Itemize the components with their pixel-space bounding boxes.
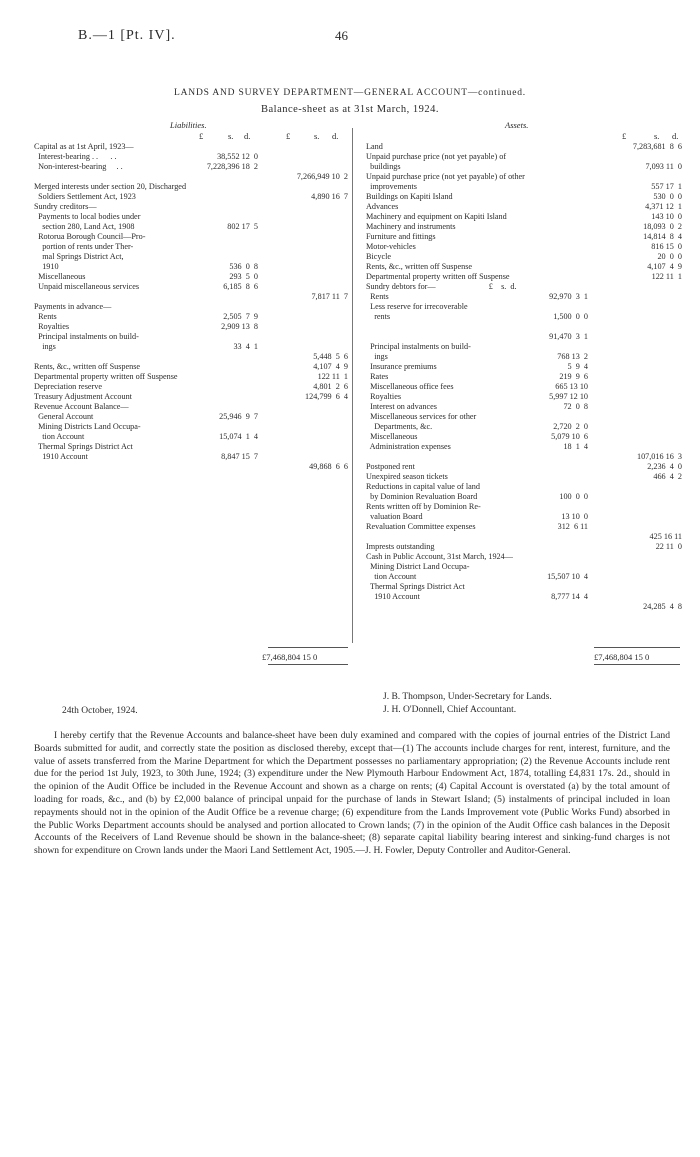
table-row xyxy=(366,382,682,392)
table-row xyxy=(34,222,350,232)
row-amount-inner: 8,777 14 4 xyxy=(551,592,588,601)
row-amount-inner: 2,909 13 8 xyxy=(221,322,258,331)
row-amount-outer: 107,016 16 3 xyxy=(636,452,682,461)
table-row xyxy=(366,352,682,362)
row-amount-outer: 4,107 4 9 xyxy=(313,362,348,371)
row-amount-inner: 15,074 1 4 xyxy=(219,432,258,441)
row-label: Sundry debtors for— £ s. d. xyxy=(366,282,517,291)
row-label: portion of rents under Ther- xyxy=(34,242,134,251)
row-amount-inner: 312 6 11 xyxy=(557,522,588,531)
liabilities-table xyxy=(34,142,350,472)
row-label: Sundry creditors— xyxy=(34,202,97,211)
row-amount-outer: 466 4 2 xyxy=(653,472,682,481)
table-row xyxy=(366,262,682,272)
row-amount-outer: 22 11 0 xyxy=(655,542,682,551)
table-row xyxy=(366,552,682,562)
row-label: 1910 Account xyxy=(366,592,420,601)
currency-pence: d. xyxy=(672,131,679,141)
row-label: by Dominion Revaluation Board xyxy=(366,492,478,501)
row-label: Rents, &c., written off Suspense xyxy=(34,362,141,371)
currency-pound: £ xyxy=(286,131,291,141)
row-amount-inner: 5,997 12 10 xyxy=(549,392,588,401)
row-label: Unexpired season tickets xyxy=(366,472,448,481)
row-label: Miscellaneous office fees xyxy=(366,382,454,391)
row-label: Payments to local bodies under xyxy=(34,212,141,221)
row-label: Imprests outstanding xyxy=(366,542,435,551)
signature-date: 24th October, 1924. xyxy=(62,706,138,716)
row-label: improvements xyxy=(366,182,417,191)
row-amount-outer: 4,801 2 6 xyxy=(313,382,348,391)
table-row xyxy=(366,542,682,552)
row-label: Rents xyxy=(34,312,57,321)
row-label: Buildings on Kapiti Island xyxy=(366,192,453,201)
row-label: Advances xyxy=(366,202,399,211)
row-amount-inner: 92,970 3 1 xyxy=(549,292,588,301)
table-row xyxy=(366,442,682,452)
row-label: Revenue Account Balance— xyxy=(34,402,129,411)
row-amount-inner: 5,079 10 6 xyxy=(551,432,588,441)
currency-pound: £ xyxy=(622,131,627,141)
row-label: Insurance premiums xyxy=(366,362,437,371)
row-label: Miscellaneous services for other xyxy=(366,412,477,421)
row-amount-outer: 7,817 11 7 xyxy=(311,292,348,301)
table-row xyxy=(34,252,350,262)
row-amount-outer: 14,814 8 4 xyxy=(643,232,682,241)
row-label: tion Account xyxy=(366,572,417,581)
row-amount-inner: 25,946 9 7 xyxy=(219,412,258,421)
table-row xyxy=(34,392,350,402)
row-label: Treasury Adjustment Account xyxy=(34,392,132,401)
row-amount-inner: 219 9 6 xyxy=(559,372,588,381)
row-label: Unpaid purchase price (not yet payable) of other xyxy=(366,172,525,181)
table-row xyxy=(34,282,350,292)
row-amount-inner: 665 13 10 xyxy=(555,382,588,391)
row-amount-inner: 8,847 15 7 xyxy=(221,452,258,461)
table-row xyxy=(34,192,350,202)
row-label: Cash in Public Account, 31st March, 1924— xyxy=(366,552,513,561)
table-row xyxy=(366,492,682,502)
table-row xyxy=(366,372,682,382)
row-label: Capital as at 1st April, 1923— xyxy=(34,142,134,151)
row-amount-outer: 425 16 11 xyxy=(649,532,682,541)
row-label: 1910 xyxy=(34,262,59,271)
table-row xyxy=(366,562,682,572)
table-row xyxy=(366,282,682,292)
table-row xyxy=(34,262,350,272)
table-row xyxy=(34,432,350,442)
table-row xyxy=(34,292,350,302)
row-label: Miscellaneous xyxy=(366,432,418,441)
row-amount-outer: 49,868 6 6 xyxy=(309,462,348,471)
table-row xyxy=(34,142,350,152)
row-label: Mining District Land Occupa- xyxy=(366,562,470,571)
row-amount-inner: 18 1 4 xyxy=(563,442,588,451)
row-label: buildings xyxy=(366,162,401,171)
liabilities-total: £7,468,804 15 0 xyxy=(262,652,318,662)
table-row xyxy=(366,162,682,172)
row-amount-outer: 4,107 4 9 xyxy=(647,262,682,271)
table-row xyxy=(34,362,350,372)
table-row xyxy=(34,412,350,422)
table-row xyxy=(34,352,350,362)
table-row xyxy=(34,452,350,462)
table-row xyxy=(34,382,350,392)
table-row xyxy=(34,462,350,472)
row-amount-outer: 20 0 0 xyxy=(657,252,682,261)
row-label: section 280, Land Act, 1908 xyxy=(34,222,135,231)
row-label: Merged interests under section 20, Discharged xyxy=(34,182,187,191)
table-row xyxy=(34,322,350,332)
row-amount-inner: 38,552 12 0 xyxy=(217,152,258,161)
row-amount-outer: 122 11 1 xyxy=(651,272,682,281)
row-label: Land xyxy=(366,142,383,151)
row-label: Royalties xyxy=(366,392,402,401)
table-row xyxy=(366,222,682,232)
row-amount-inner: 2,720 2 0 xyxy=(553,422,588,431)
row-label: ings xyxy=(366,352,388,361)
table-row xyxy=(366,312,682,322)
row-label: Rents, &c., written off Suspense xyxy=(366,262,473,271)
row-amount-inner: 293 5 0 xyxy=(229,272,258,281)
row-label: Mining Districts Land Occupa- xyxy=(34,422,141,431)
row-amount-outer: 122 11 1 xyxy=(317,372,348,381)
assets-total: £7,468,804 15 0 xyxy=(594,652,650,662)
row-amount-inner: 13 10 0 xyxy=(561,512,588,521)
table-row xyxy=(366,482,682,492)
row-amount-inner: 7,228,396 18 2 xyxy=(206,162,258,171)
row-amount-inner: 5 9 4 xyxy=(567,362,588,371)
table-row xyxy=(366,342,682,352)
row-label: Thermal Springs District Act xyxy=(366,582,465,591)
row-label: Furniture and fittings xyxy=(366,232,436,241)
assets-table xyxy=(366,142,682,612)
row-label: Unpaid miscellaneous services xyxy=(34,282,140,291)
row-label: Less reserve for irrecoverable xyxy=(366,302,468,311)
row-label: Thermal Springs District Act xyxy=(34,442,133,451)
row-amount-outer: 2,236 4 0 xyxy=(647,462,682,471)
table-row xyxy=(34,302,350,312)
table-row xyxy=(34,312,350,322)
row-label: Soldiers Settlement Act, 1923 xyxy=(34,192,136,201)
row-amount-inner: 1,500 0 0 xyxy=(553,312,588,321)
liabilities-heading: Liabilities. xyxy=(170,120,207,130)
table-row xyxy=(366,602,682,612)
row-label: Machinery and instruments xyxy=(366,222,456,231)
certificate-text: I hereby certify that the Revenue Accounts and balance-sheet have been duly examined and compared with the copies of journal entries of the District Land Boards submitted for audit, and correctly state the position as disclosed thereby, except that—(1) The accounts include charges for rent, interest, furniture, and the value of assets transferred from the Marine Department for which the Department possesses no parliamentary appropriation; (2) the Revenue Accounts include rent due for the period 1st July, 1923, to 30th June, 1924; (3) expenditure under the New Plymouth Harbour Endowment Act, 1874, totalling £4,831 17s. 2d., should in the opinion of the Audit Office be included in the Revenue Account and shown as a charge on rents; (4) Capital Account is overstated (a) by the total amount of loading for roads, &c., and (b) by £2,000 balance of principal unpaid for the purchase of lands in Stewart Island; (5) instalments of principal included in loan repayments should not in the opinion of the Audit Office be a revenue charge; (6) expenditure from the Lands Improvement vote (Public Works Fund) absorbed in the Public Works Department accounts should be analysed and portion allocated to Crown lands; (7) in the opinion of the Audit Office cash balances in the Deposit Accounts of the Receivers of Land Revenue should be shown in the balance-sheet; (8) separate capital liability bearing interest and sinking-fund charges is not shown for expenditure on Crown lands under the Maori Land Settlement Act, 1905.—J. H. Fowler, Deputy Controller and Auditor-General. xyxy=(34,730,670,857)
row-amount-inner: 6,185 8 6 xyxy=(223,282,258,291)
table-row xyxy=(34,402,350,412)
table-row xyxy=(34,232,350,242)
row-amount-inner: 536 0 8 xyxy=(229,262,258,271)
table-row xyxy=(366,462,682,472)
table-row xyxy=(366,192,682,202)
balance-sheet-title: Balance-sheet as at 31st March, 1924. xyxy=(261,104,439,115)
page-number: 46 xyxy=(335,28,348,43)
table-row xyxy=(34,152,350,162)
table-row xyxy=(34,212,350,222)
row-amount-inner: 100 0 0 xyxy=(559,492,588,501)
total-rule xyxy=(268,664,348,665)
table-row xyxy=(366,432,682,442)
currency-shilling: s. xyxy=(654,131,660,141)
table-row xyxy=(366,142,682,152)
table-row xyxy=(366,572,682,582)
row-amount-outer: 7,093 11 0 xyxy=(645,162,682,171)
row-amount-outer: 7,283,681 8 6 xyxy=(632,142,682,151)
row-label: Non-interest-bearing . . xyxy=(34,162,123,171)
row-amount-outer: 7,266,949 10 2 xyxy=(296,172,348,181)
signature-chief-accountant: J. H. O'Donnell, Chief Accountant. xyxy=(383,705,517,715)
table-row xyxy=(366,292,682,302)
table-row xyxy=(366,592,682,602)
row-amount-inner: 91,470 3 1 xyxy=(549,332,588,341)
row-label: valuation Board xyxy=(366,512,423,521)
table-row xyxy=(34,442,350,452)
table-row xyxy=(366,422,682,432)
row-amount-outer: 143 10 0 xyxy=(651,212,682,221)
row-label: rents xyxy=(366,312,391,321)
row-label: 1910 Account xyxy=(34,452,88,461)
row-label: Administration expenses xyxy=(366,442,451,451)
table-row xyxy=(34,332,350,342)
table-row xyxy=(366,152,682,162)
table-row xyxy=(366,172,682,182)
row-amount-inner: 33 4 1 xyxy=(233,342,258,351)
row-amount-outer: 5,448 5 6 xyxy=(313,352,348,361)
table-row xyxy=(366,362,682,372)
table-row xyxy=(366,522,682,532)
table-row xyxy=(34,202,350,212)
row-label: Principal instalments on build- xyxy=(366,342,471,351)
table-row xyxy=(34,272,350,282)
department-title: LANDS AND SURVEY DEPARTMENT—GENERAL ACCOUNT—continued. xyxy=(174,88,526,98)
row-amount-inner: 2,505 7 9 xyxy=(223,312,258,321)
table-row xyxy=(366,212,682,222)
audit-certificate xyxy=(34,730,670,858)
row-amount-outer: 530 0 0 xyxy=(653,192,682,201)
row-label: Rates xyxy=(366,372,389,381)
table-row xyxy=(366,512,682,522)
table-row xyxy=(366,332,682,342)
row-label: Departmental property written off Suspense xyxy=(34,372,178,381)
row-label: Rents written off by Dominion Re- xyxy=(366,502,481,511)
row-amount-outer: 816 15 0 xyxy=(651,242,682,251)
table-row xyxy=(366,502,682,512)
row-amount-outer: 24,285 4 8 xyxy=(643,602,682,611)
row-amount-inner: 15,507 10 4 xyxy=(547,572,588,581)
row-label: Payments in advance— xyxy=(34,302,112,311)
row-label: Unpaid purchase price (not yet payable) of xyxy=(366,152,507,161)
table-row xyxy=(366,472,682,482)
row-label: Rents xyxy=(366,292,389,301)
currency-pence: d. xyxy=(244,131,251,141)
row-amount-inner: 72 0 8 xyxy=(563,402,588,411)
row-amount-outer: 4,890 16 7 xyxy=(311,192,348,201)
table-row xyxy=(366,302,682,312)
column-divider xyxy=(352,128,353,643)
row-amount-outer: 4,371 12 1 xyxy=(645,202,682,211)
row-label: tion Account xyxy=(34,432,85,441)
row-label: ings xyxy=(34,342,56,351)
table-row xyxy=(34,172,350,182)
total-rule xyxy=(594,664,680,665)
table-row xyxy=(366,452,682,462)
row-label: Motor-vehicles xyxy=(366,242,416,251)
table-row xyxy=(366,392,682,402)
table-row xyxy=(34,372,350,382)
row-label: Interest-bearing . . . . xyxy=(34,152,117,161)
row-label: Revaluation Committee expenses xyxy=(366,522,476,531)
table-row xyxy=(366,202,682,212)
row-label: Rotorua Borough Council—Pro- xyxy=(34,232,146,241)
row-label: mal Springs District Act, xyxy=(34,252,124,261)
row-label: Bicycle xyxy=(366,252,392,261)
row-label: Departments, &c. xyxy=(366,422,433,431)
table-row xyxy=(34,422,350,432)
total-rule xyxy=(594,647,680,648)
row-label: Reductions in capital value of land xyxy=(366,482,480,491)
table-row xyxy=(34,242,350,252)
table-row xyxy=(366,412,682,422)
row-label: Depreciation reserve xyxy=(34,382,102,391)
row-amount-outer: 124,799 6 4 xyxy=(305,392,348,401)
table-row xyxy=(366,582,682,592)
currency-shilling: s. xyxy=(314,131,320,141)
row-label: Interest on advances xyxy=(366,402,437,411)
row-label: Machinery and equipment on Kapiti Island xyxy=(366,212,507,221)
total-rule xyxy=(268,647,348,648)
table-row xyxy=(366,252,682,262)
table-row xyxy=(366,182,682,192)
row-amount-outer: 18,093 0 2 xyxy=(643,222,682,231)
row-label: Principal instalments on build- xyxy=(34,332,139,341)
table-row xyxy=(366,322,682,332)
signature-under-secretary: J. B. Thompson, Under-Secretary for Lands. xyxy=(383,692,552,702)
currency-shilling: s. xyxy=(228,131,234,141)
page-reference: B.—1 [Pt. IV]. xyxy=(78,28,176,43)
table-row xyxy=(366,272,682,282)
table-row xyxy=(34,162,350,172)
table-row xyxy=(366,232,682,242)
table-row xyxy=(366,532,682,542)
assets-heading: Assets. xyxy=(505,120,529,130)
row-amount-inner: 768 13 2 xyxy=(557,352,588,361)
row-amount-inner: 802 17 5 xyxy=(227,222,258,231)
table-row xyxy=(366,242,682,252)
row-label: Departmental property written off Suspense xyxy=(366,272,510,281)
row-label: Postponed rent xyxy=(366,462,415,471)
row-label: General Account xyxy=(34,412,94,421)
row-amount-outer: 557 17 1 xyxy=(651,182,682,191)
table-row xyxy=(366,402,682,412)
currency-pound: £ xyxy=(199,131,204,141)
table-row xyxy=(34,182,350,192)
row-label: Miscellaneous xyxy=(34,272,86,281)
currency-pence: d. xyxy=(332,131,339,141)
table-row xyxy=(34,342,350,352)
row-label: Royalties xyxy=(34,322,70,331)
